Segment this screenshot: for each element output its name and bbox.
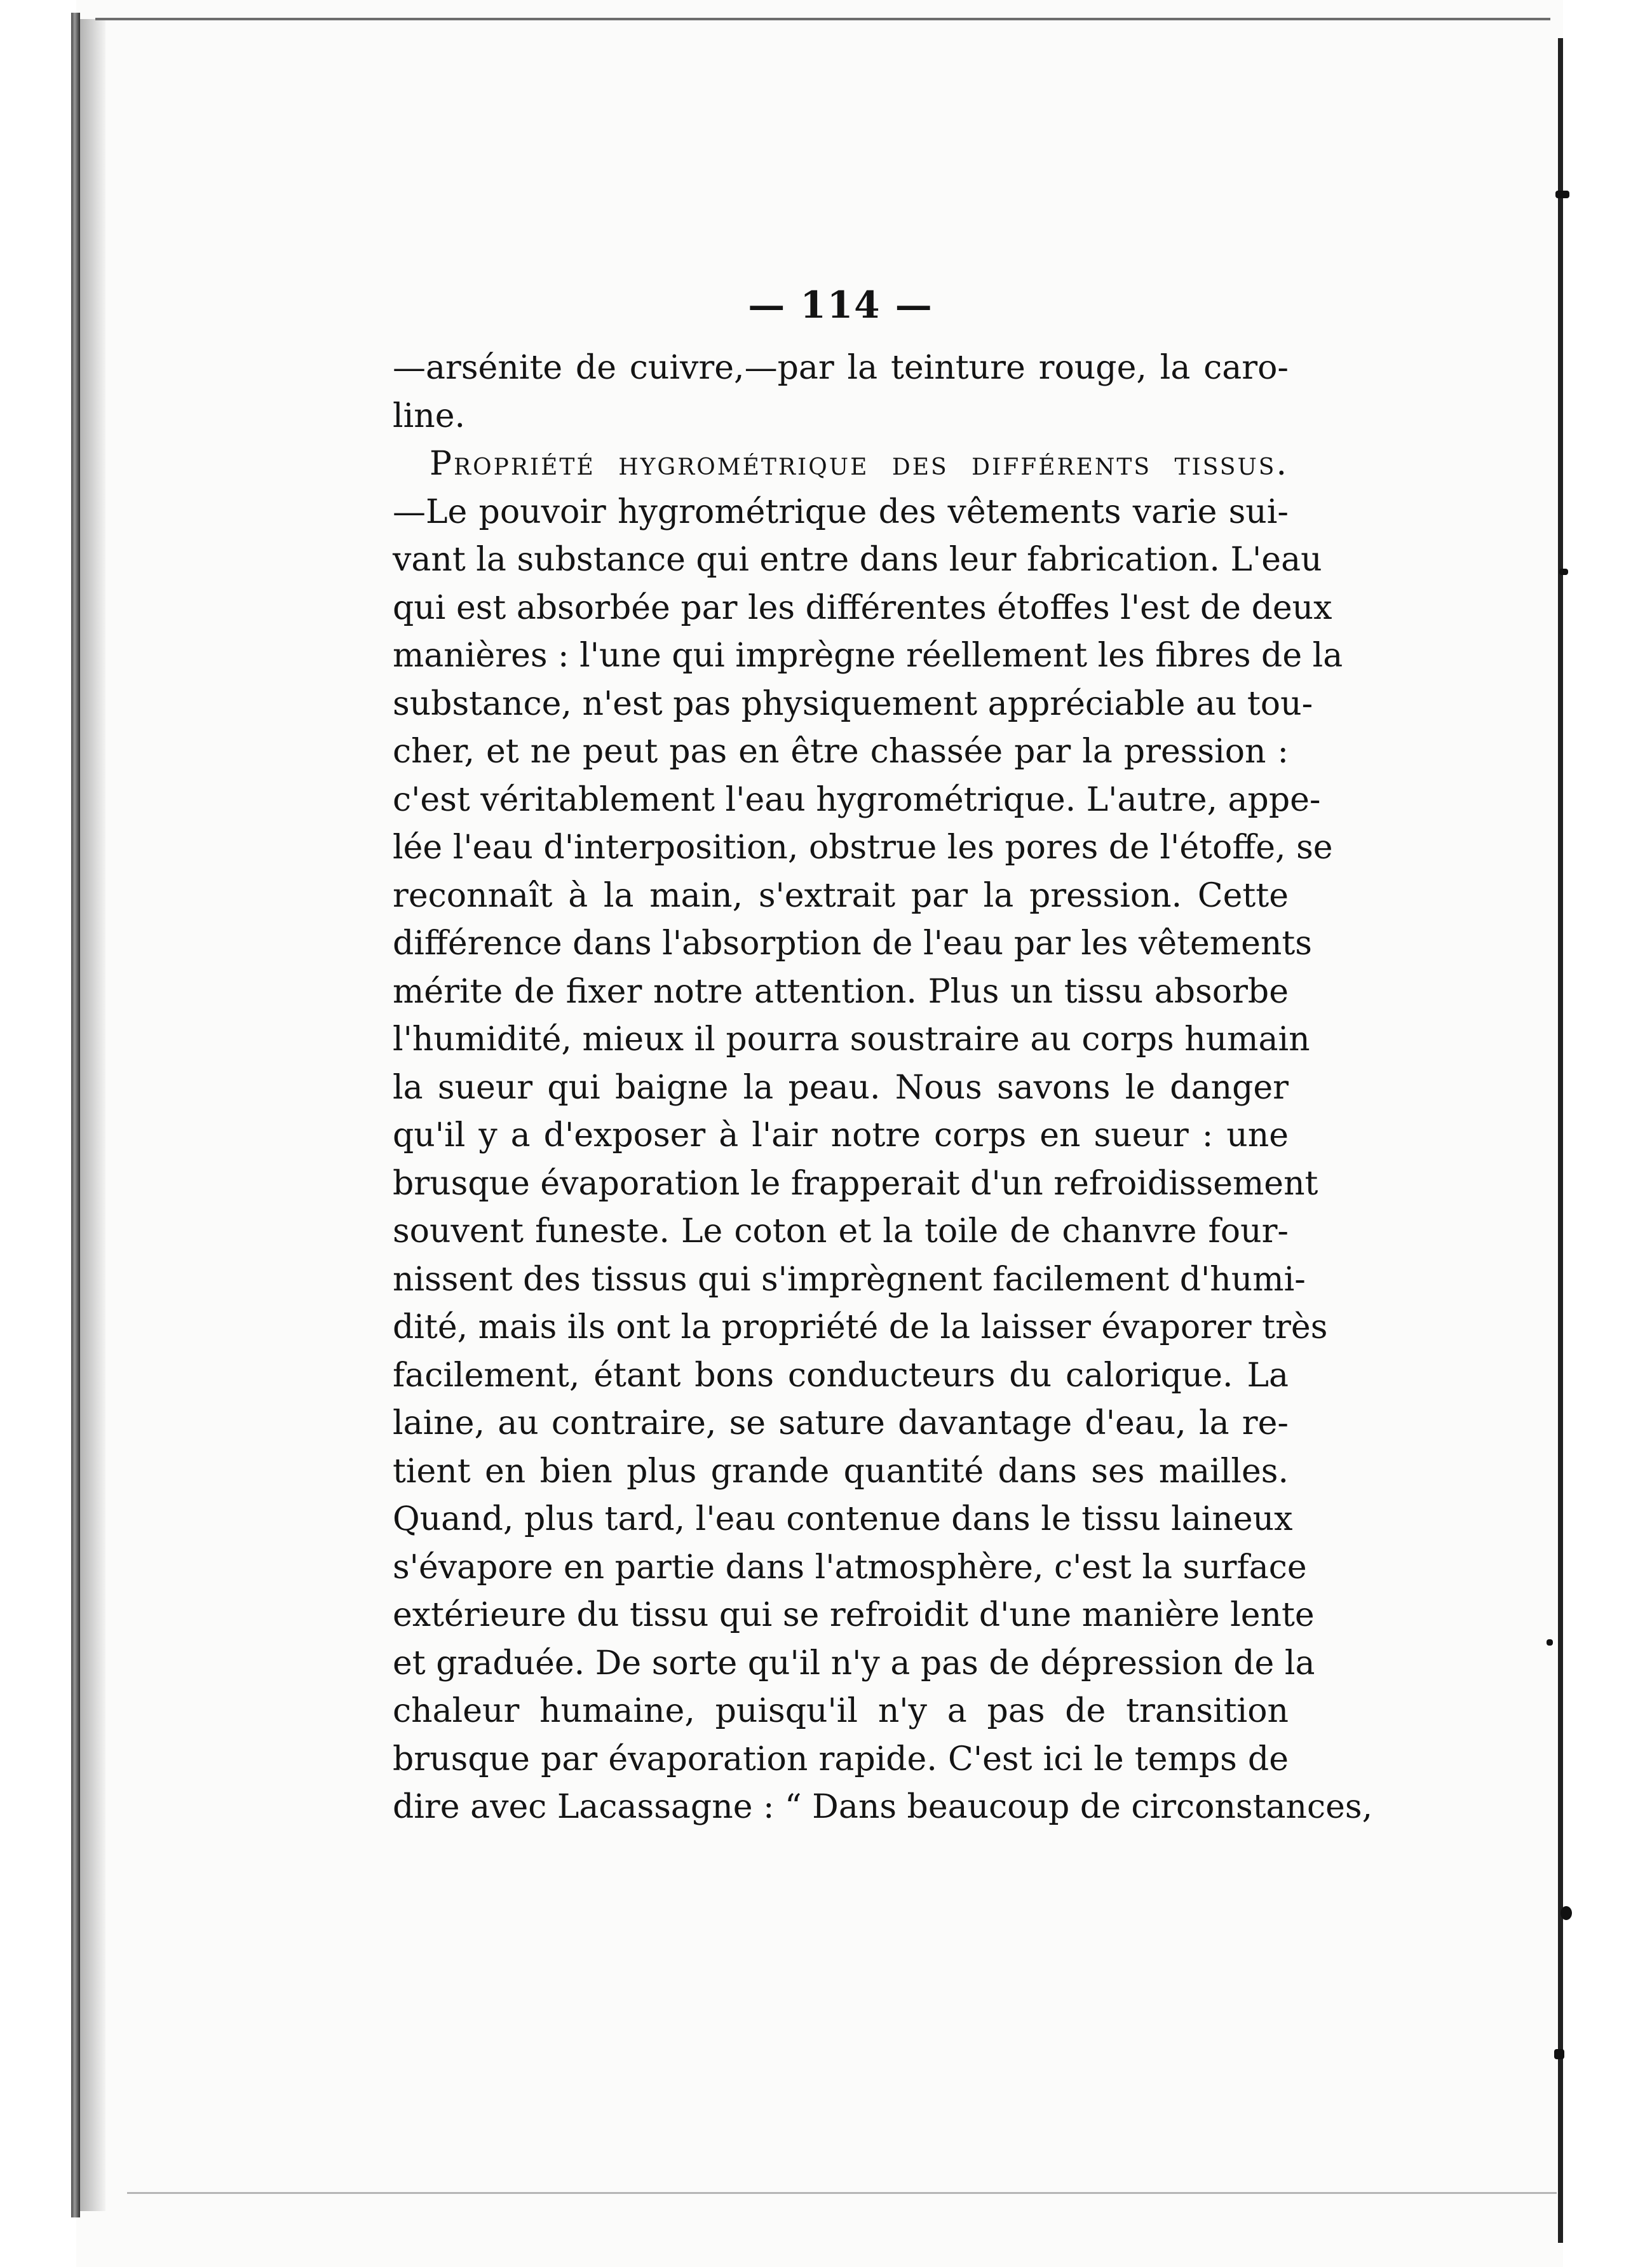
text-line: dire avec Lacassagne : “ Dans beaucoup de circonstances, [393, 1788, 1373, 1826]
text-line: facilement, étant bons conducteurs du calorique. La [393, 1356, 1289, 1395]
text-line: l'humidité, mieux il pourra soustraire au corps humain [393, 1020, 1310, 1059]
text-line: brusque évaporation le frapperait d'un refroidissement [393, 1164, 1318, 1203]
page-top-edge [95, 18, 1550, 20]
text-line: c'est véritablement l'eau hygrométrique. L'autre, appe- [393, 780, 1321, 819]
text-line: nissent des tissus qui s'imprègnent facilement d'humi- [393, 1260, 1306, 1299]
text-line: qu'il y a d'exposer à l'air notre corps en sueur : une [393, 1116, 1289, 1154]
page-number: — 114 — [748, 283, 933, 327]
page-bottom-edge [127, 2192, 1557, 2194]
text-line: tient en bien plus grande quantité dans ses mailles. [393, 1452, 1289, 1491]
text-line: extérieure du tissu qui se refroidit d'une manière lente [393, 1596, 1315, 1634]
text-line: —arsénite de cuivre,—par la teinture rouge, la caro- [393, 349, 1289, 387]
text-line: line. [393, 396, 466, 435]
text-line: vant la substance qui entre dans leur fabrication. L'eau [393, 541, 1322, 579]
right-margin [1563, 0, 1652, 2267]
text-line: chaleur humaine, puisqu'il n'y a pas de transition [393, 1692, 1289, 1730]
text-line: manières : l'une qui imprègne réellement les fibres de la [393, 637, 1343, 675]
text-line: la sueur qui baigne la peau. Nous savons le danger [393, 1068, 1289, 1107]
left-margin [0, 0, 76, 2267]
text-line: substance, n'est pas physiquement appréciable au tou- [393, 684, 1313, 723]
edge-mark [1547, 1639, 1553, 1646]
text-line: s'évapore en partie dans l'atmosphère, c'est la surface [393, 1548, 1307, 1587]
text-line: mérite de fixer notre attention. Plus un tissu absorbe [393, 972, 1289, 1011]
text-line: laine, au contraire, se sature davantage d'eau, la re- [393, 1404, 1289, 1442]
text-line: —Le pouvoir hygrométrique des vêtements varie sui- [393, 492, 1289, 531]
section-heading: Propriété hygrométrique des différents tissus. [430, 445, 1289, 483]
text-line: brusque par évaporation rapide. C'est ici le temps de [393, 1740, 1289, 1778]
edge-mark [1559, 569, 1568, 575]
page-body [393, 280, 1373, 1832]
text-line: dité, mais ils ont la propriété de la laisser évaporer très [393, 1308, 1328, 1346]
text-line: souvent funeste. Le coton et la toile de chanvre four- [393, 1212, 1289, 1250]
edge-mark [1555, 191, 1569, 198]
edge-mark [1554, 2049, 1564, 2059]
spine-shadow [80, 19, 105, 2211]
text-line: qui est absorbée par les différentes étoffes l'est de deux [393, 588, 1332, 627]
text-line: Quand, plus tard, l'eau contenue dans le tissu laineux [393, 1500, 1293, 1538]
text-line: cher, et ne peut pas en être chassée par la pression : [393, 733, 1289, 771]
text-line: lée l'eau d'interposition, obstrue les pores de l'étoffe, se [393, 829, 1333, 867]
text-line: et graduée. De sorte qu'il n'y a pas de dépression de la [393, 1644, 1315, 1682]
edge-dot [1561, 1906, 1572, 1920]
book-spine-edge [71, 13, 80, 2217]
text-line: reconnaît à la main, s'extrait par la pression. Cette [393, 876, 1289, 915]
text-line: différence dans l'absorption de l'eau par les vêtements [393, 924, 1312, 963]
